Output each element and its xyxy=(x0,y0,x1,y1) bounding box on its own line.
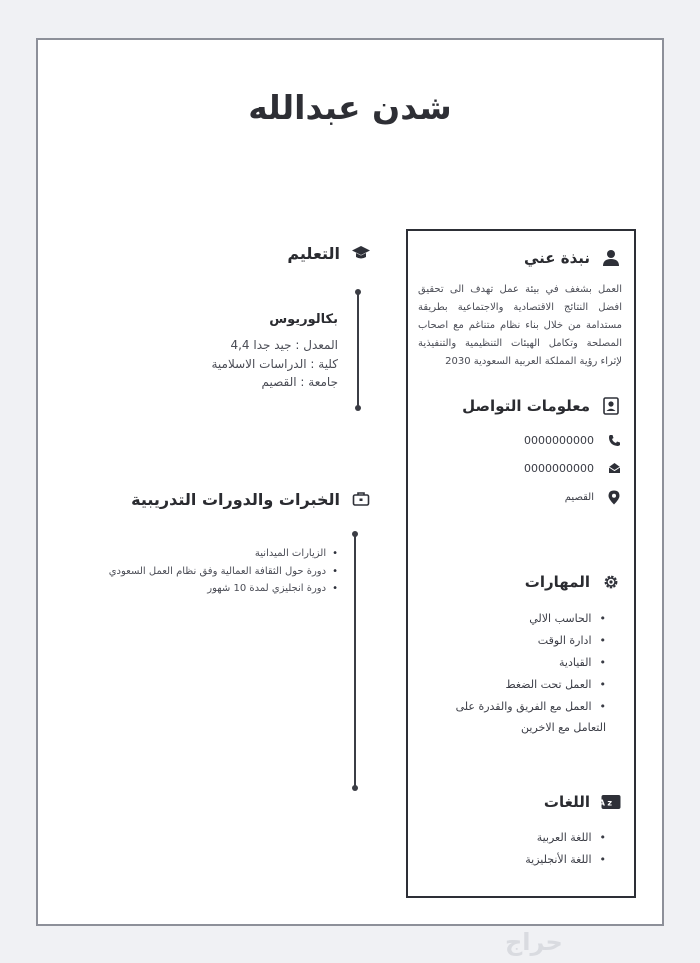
watermark-logo: حراج xyxy=(505,928,563,956)
list-item: • دورة انجليزي لمدة 10 شهور xyxy=(78,580,338,598)
svg-text:A: A xyxy=(598,798,605,808)
education-block xyxy=(108,310,338,392)
education-degree: بكالوريوس xyxy=(269,312,338,327)
location-pin-icon xyxy=(606,489,622,505)
about-text: العمل بشغف في بيئة عمل تهدف الى تحقيق افضل النتائج الاقتصادية والاجتماعية بطريقة مستدامة من خلال بناء نظام متناغم مع اصحاب المصلحة وتكامل الهيئات التنظيمية والتنفيذية لإثراء رؤية المملكة العربية السعودية 2030 xyxy=(418,284,622,367)
envelope-open-icon xyxy=(606,460,622,476)
contact-location xyxy=(418,489,622,505)
about-heading xyxy=(524,247,622,269)
languages-list xyxy=(426,832,606,876)
contact-heading xyxy=(462,395,622,417)
list-item: • الزيارات الميدانية xyxy=(78,545,338,563)
briefcase-icon xyxy=(350,488,372,510)
about-title: نبذة عني xyxy=(523,249,590,267)
phone-icon xyxy=(606,432,622,448)
experience-heading xyxy=(131,488,372,510)
graduation-cap-icon xyxy=(350,242,372,264)
skills-list xyxy=(426,613,606,750)
list-item: • اللغة الأنجليزية xyxy=(426,854,606,865)
education-line: جامعة : القصيم xyxy=(261,375,338,390)
email-value: 0000000000 xyxy=(524,461,594,475)
languages-heading xyxy=(544,791,622,813)
experience-list xyxy=(78,545,338,598)
education-heading xyxy=(287,242,372,264)
languages-title: اللغات xyxy=(543,793,590,811)
contact-email xyxy=(418,460,622,476)
experience-timeline xyxy=(354,534,356,788)
svg-text:z: z xyxy=(607,798,612,808)
translate-icon xyxy=(600,791,622,813)
education-line: كلية : الدراسات الاسلامية xyxy=(211,356,338,371)
list-item: • اللغة العربية xyxy=(426,832,606,843)
list-item: • القيادية xyxy=(426,657,606,668)
list-item: • الحاسب الالي xyxy=(426,613,606,624)
phone-value: 0000000000 xyxy=(524,433,594,447)
location-value: القصيم xyxy=(564,491,594,503)
experience-title: الخبرات والدورات التدريبية xyxy=(131,489,340,509)
education-line: المعدل : جيد جدا 4,4 xyxy=(230,338,338,353)
list-item: • العمل تحت الضغط xyxy=(426,679,606,690)
contact-card-icon xyxy=(600,395,622,417)
list-item: • دورة حول الثقافة العمالية وفق نظام العمل السعودي xyxy=(78,563,338,581)
skills-heading xyxy=(525,571,622,593)
contact-phone xyxy=(418,432,622,448)
gear-icon xyxy=(600,571,622,593)
education-title: التعليم xyxy=(287,243,340,263)
skills-title: المهارات xyxy=(524,573,590,591)
list-item: • العمل مع الفريق والقدرة على التعامل مع الاخرين xyxy=(426,697,606,739)
contact-title: معلومات التواصل xyxy=(462,397,590,415)
sidebar-box xyxy=(406,229,636,898)
person-name: شدن عبدالله xyxy=(248,88,452,127)
list-item: • ادارة الوقت xyxy=(426,635,606,646)
user-icon xyxy=(600,247,622,269)
resume-page xyxy=(36,38,664,926)
education-timeline xyxy=(357,292,359,408)
